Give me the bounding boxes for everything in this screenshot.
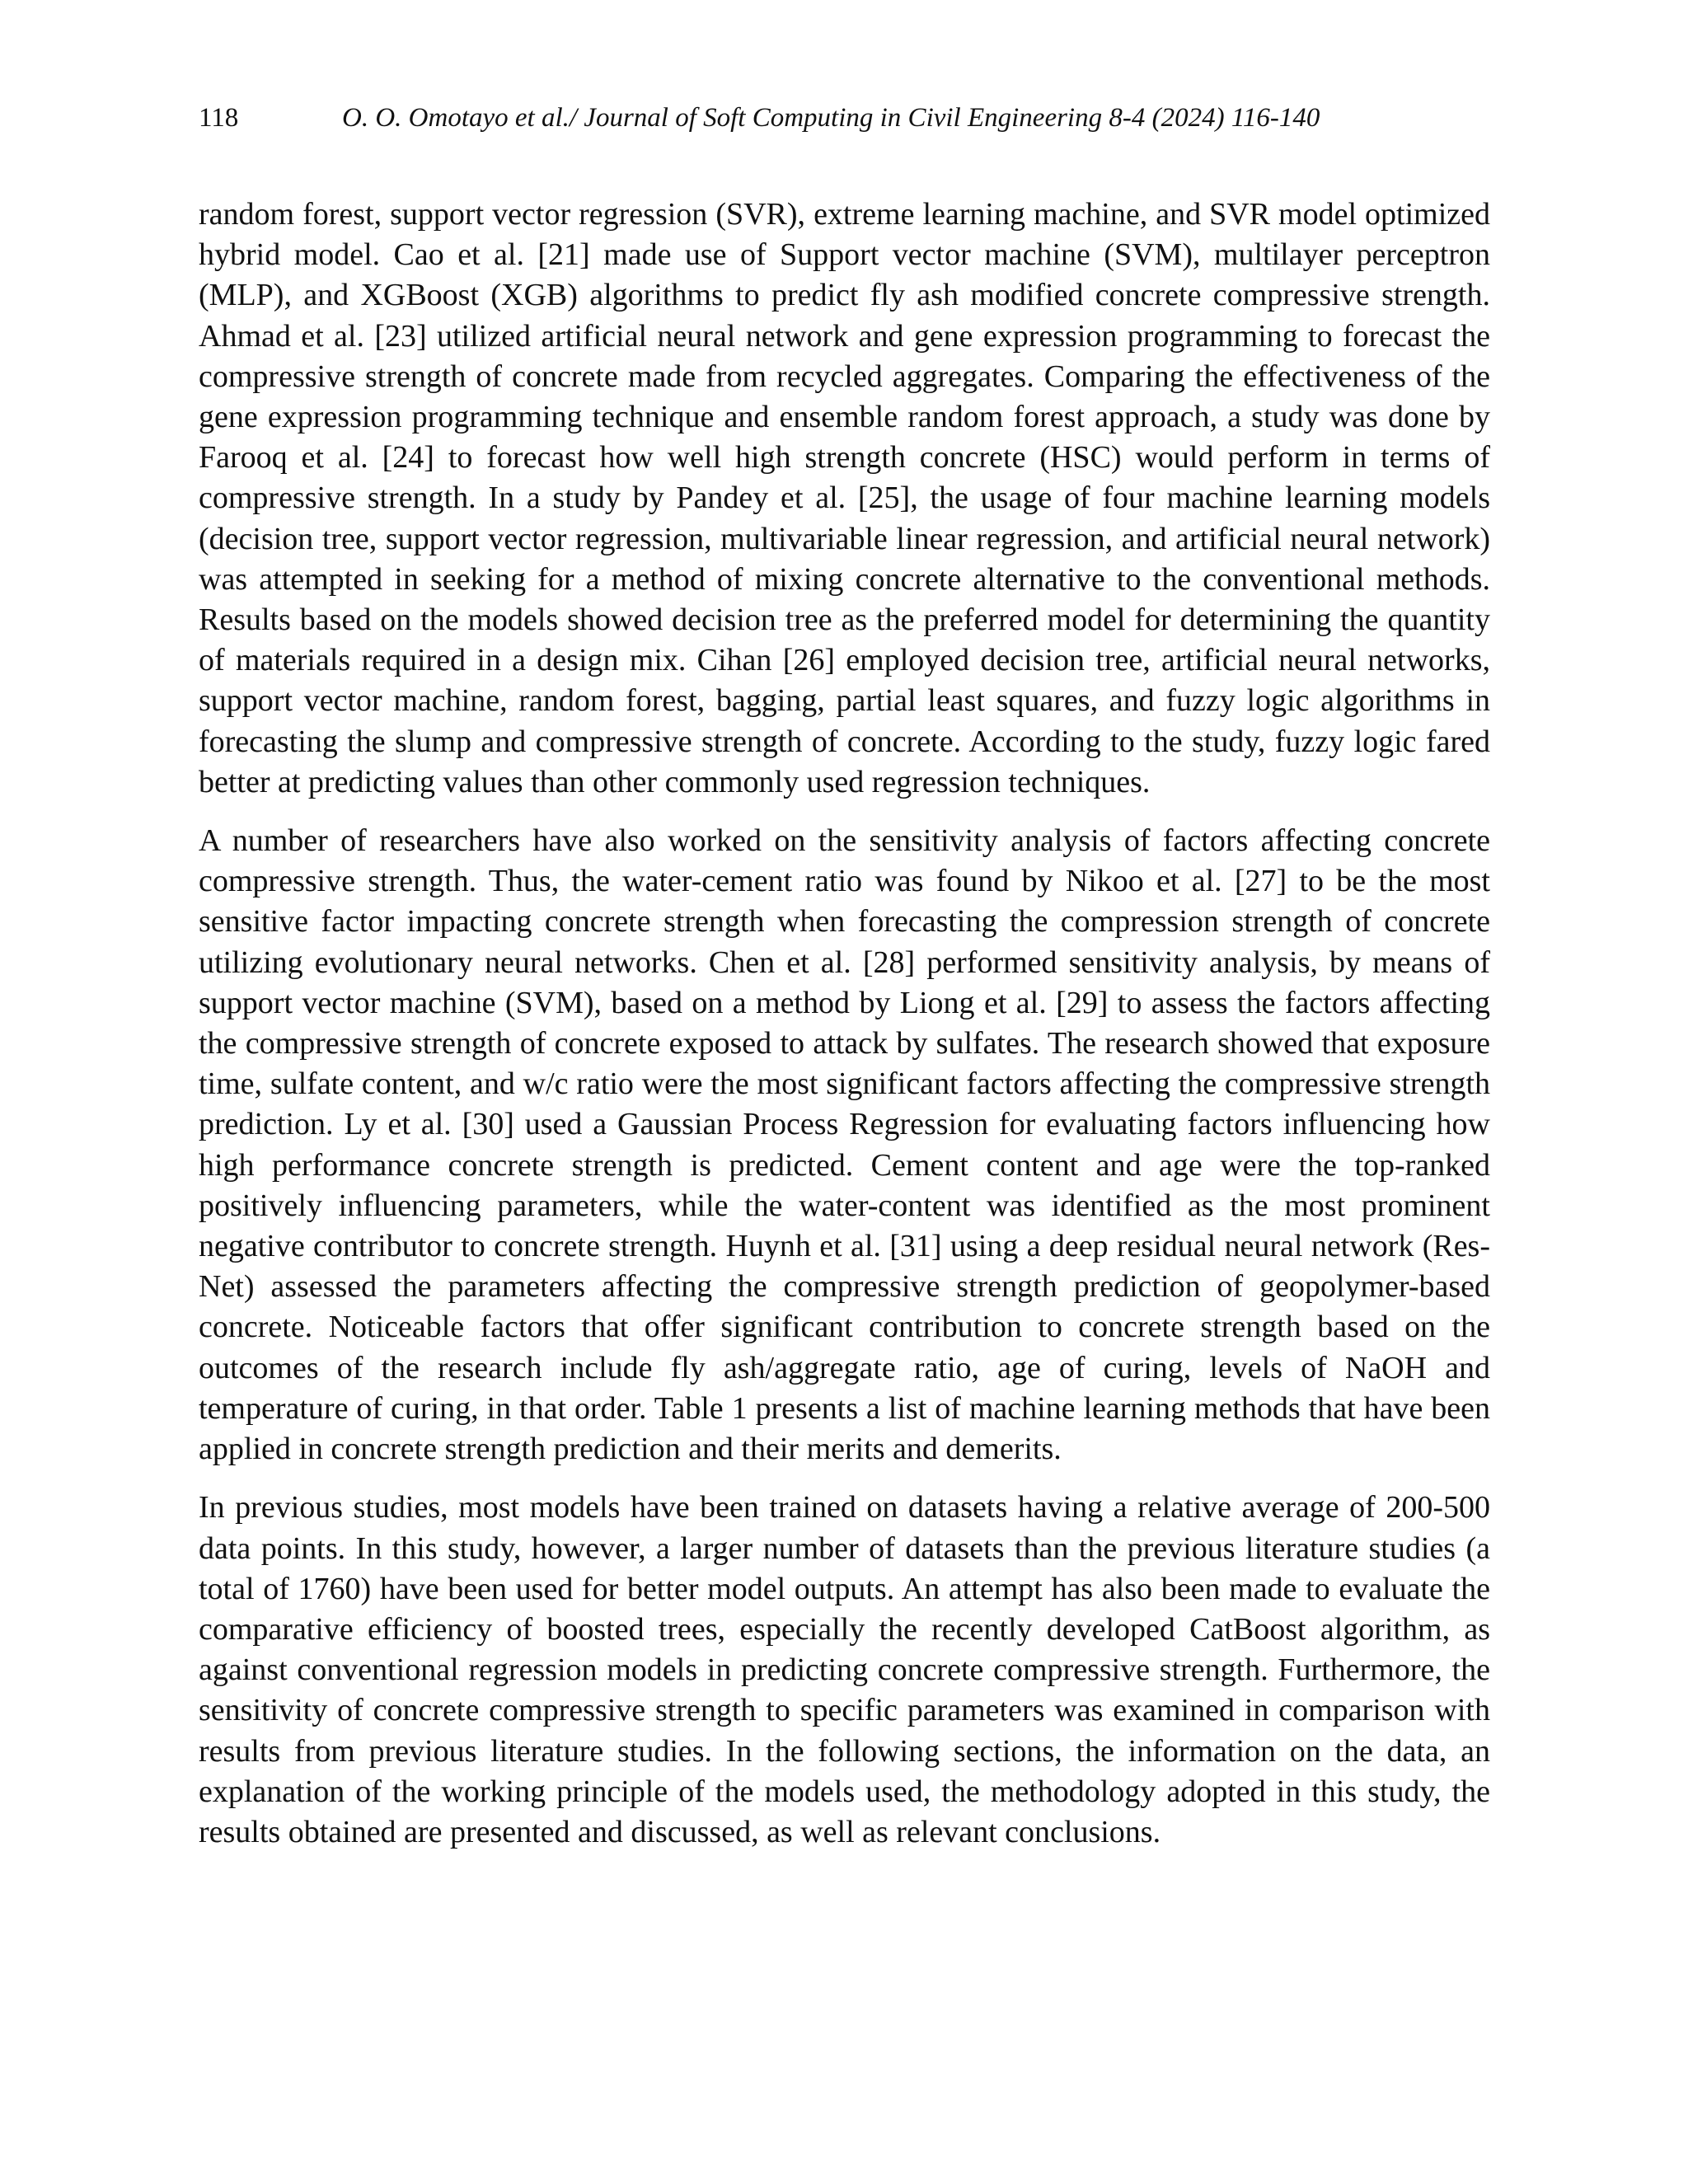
body-text [199,194,1490,1871]
page-header [199,97,1493,138]
paragraph-3: In previous studies, most models have been trained on datasets having a relative average of 200-500 data points. In this study, however, a larger number of datasets than the previous literature studies (a total of 1760) have been used for better model outputs. An attempt has also been made to evaluate the comparative efficiency of boosted trees, especially the recently developed CatBoost algorithm, as against conventional regression models in predicting concrete compressive strength. Furthermore, the sensitivity of concrete compressive strength to specific parameters was examined in comparison with results from previous literature studies. In the following sections, the information on the data, an explanation of the working principle of the models used, the methodology adopted in this study, the results obtained are presented and discussed, as well as relevant conclusions. [199,1490,1490,1849]
paragraph-1: random forest, support vector regression (SVR), extreme learning machine, and SVR model optimized hybrid model. Cao et al. [21] made use of Support vector machine (SVM), multilayer perceptron (MLP), and XGBoost (XGB) algorithms to predict fly ash modified concrete compressive strength. Ahmad et al. [23] utilized artificial neural network and gene expression programming to forecast the compressive strength of concrete made from recycled aggregates. Comparing the effectiveness of the gene expression programming technique and ensemble random forest approach, a study was done by Farooq et al. [24] to forecast how well high strength concrete (HSC) would perform in terms of compressive strength. In a study by Pandey et al. [25], the usage of four machine learning models (decision tree, support vector regression, multivariable linear regression, and artificial neural network) was attempted in seeking for a method of mixing concrete alternative to the conventional methods. Results based on the models showed decision tree as the preferred model for determining the quantity of materials required in a design mix. Cihan [26] employed decision tree, artificial neural networks, support vector machine, random forest, bagging, partial least squares, and fuzzy logic algorithms in forecasting the slump and compressive strength of concrete. According to the study, fuzzy logic fared better at predicting values than other commonly used regression techniques. [199,197,1490,799]
paragraph-2: A number of researchers have also worked on the sensitivity analysis of factors affecting concrete compressive strength. Thus, the water-cement ratio was found by Nikoo et al. [27] to be the most sensitive factor impacting concrete strength when forecasting the compression strength of concrete utilizing evolutionary neural networks. Chen et al. [28] performed sensitivity analysis, by means of support vector machine (SVM), based on a method by Liong et al. [29] to assess the factors affecting the compressive strength of concrete exposed to attack by sulfates. The research showed that exposure time, sulfate content, and w/c ratio were the most significant factors affecting the compressive strength prediction. Ly et al. [30] used a Gaussian Process Regression for evaluating factors influencing how high performance concrete strength is predicted. Cement content and age were the top-ranked positively influencing parameters, while the water-content was identified as the most prominent negative contributor to concrete strength. Huynh et al. [31] using a deep residual neural network (Res-Net) assessed the parameters affecting the compressive strength prediction of geopolymer-based concrete. Noticeable factors that offer significant contribution to concrete strength based on the outcomes of the research include fly ash/aggregate ratio, age of curing, levels of NaOH and temperature of curing, in that order. Table 1 presents a list of machine learning methods that have been applied in concrete strength prediction and their merits and demerits. [199,823,1490,1467]
page-number: 118 [199,103,239,133]
running-head: O. O. Omotayo et al./ Journal of Soft Computing in Civil Engineering 8-4 (2024) 116-140 [342,103,1320,133]
